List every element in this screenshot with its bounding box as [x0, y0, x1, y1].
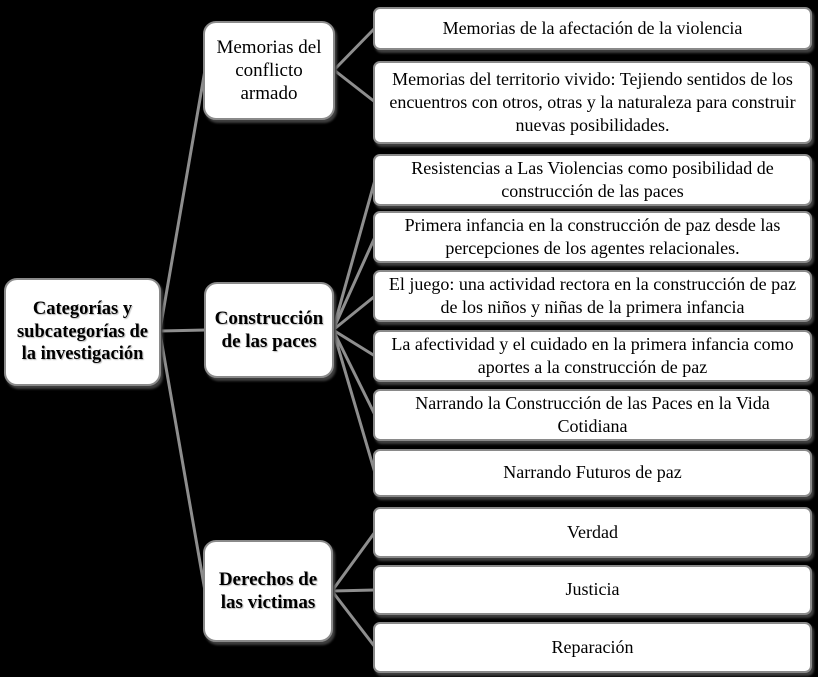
root-node-categorias-y-subcategorias [4, 278, 161, 386]
category-label: Construcción de las paces [214, 307, 324, 352]
subcategory-label: La afectividad y el cuidado en la primera infancia como aportes a la construcción de paz [391, 333, 794, 377]
category-node-memorias-del-conflicto-armado [203, 21, 335, 120]
subcategory-node-verdad [373, 507, 812, 558]
subcategory-label: Narrando la Construcción de las Paces en la Vida Cotidiana [415, 392, 770, 436]
root-node-label: Categorías y subcategorías de la investigación [16, 299, 149, 365]
subcategory-node-reparacion [373, 622, 812, 673]
category-label: Derechos de las victimas [218, 568, 318, 613]
category-node-construccion-de-las-paces [204, 282, 334, 378]
subcategory-label: Narrando Futuros de paz [503, 462, 682, 483]
subcategory-node-el-juego [373, 270, 812, 322]
connector-derechos-2 [332, 590, 375, 591]
subcategory-label: Memorias de la afectación de la violencia [442, 17, 743, 38]
connector-construccion-1 [333, 180, 375, 330]
connector-memorias-1 [334, 28, 375, 70]
subcategory-node-memorias-territorio [373, 61, 812, 144]
connector-root-memorias [160, 70, 205, 330]
subcategory-node-narrando-construccion [373, 389, 812, 441]
subcategory-label: Verdad [567, 521, 618, 542]
subcategory-node-resistencias [373, 154, 812, 206]
subcategory-label: Reparación [551, 636, 634, 657]
subcategory-label: Resistencias a Las Violencias como posibilidad de construcción de las paces [411, 157, 774, 201]
subcategory-node-afectividad-cuidado [373, 330, 812, 382]
subcategory-label: El juego: una actividad rectora en la construcción de paz de los niños y niñas de la primera infancia [388, 273, 797, 317]
subcategory-label: Justicia [565, 579, 620, 600]
connector-memorias-2 [334, 70, 375, 102]
subcategory-node-memorias-afectacion [373, 7, 812, 50]
subcategory-node-primera-infancia [373, 211, 812, 263]
category-node-derechos-de-las-victimas [203, 540, 333, 642]
connector-root-derechos [160, 333, 205, 591]
subcategory-label: Memorias del territorio vivido: Tejiendo sentidos de los encuentros con otros, otras y la naturaleza para construir nuevas posibilidades. [389, 68, 796, 136]
category-label: Memorias del conflicto armado [216, 36, 322, 105]
connector-root-construccion [160, 330, 206, 331]
subcategory-node-narrando-futuros [373, 449, 812, 497]
subcategory-node-justicia [373, 565, 812, 615]
connector-derechos-3 [332, 591, 375, 647]
connector-derechos-1 [332, 532, 375, 591]
subcategory-label: Primera infancia en la construcción de paz desde las percepciones de los agentes relacionales. [404, 214, 781, 258]
